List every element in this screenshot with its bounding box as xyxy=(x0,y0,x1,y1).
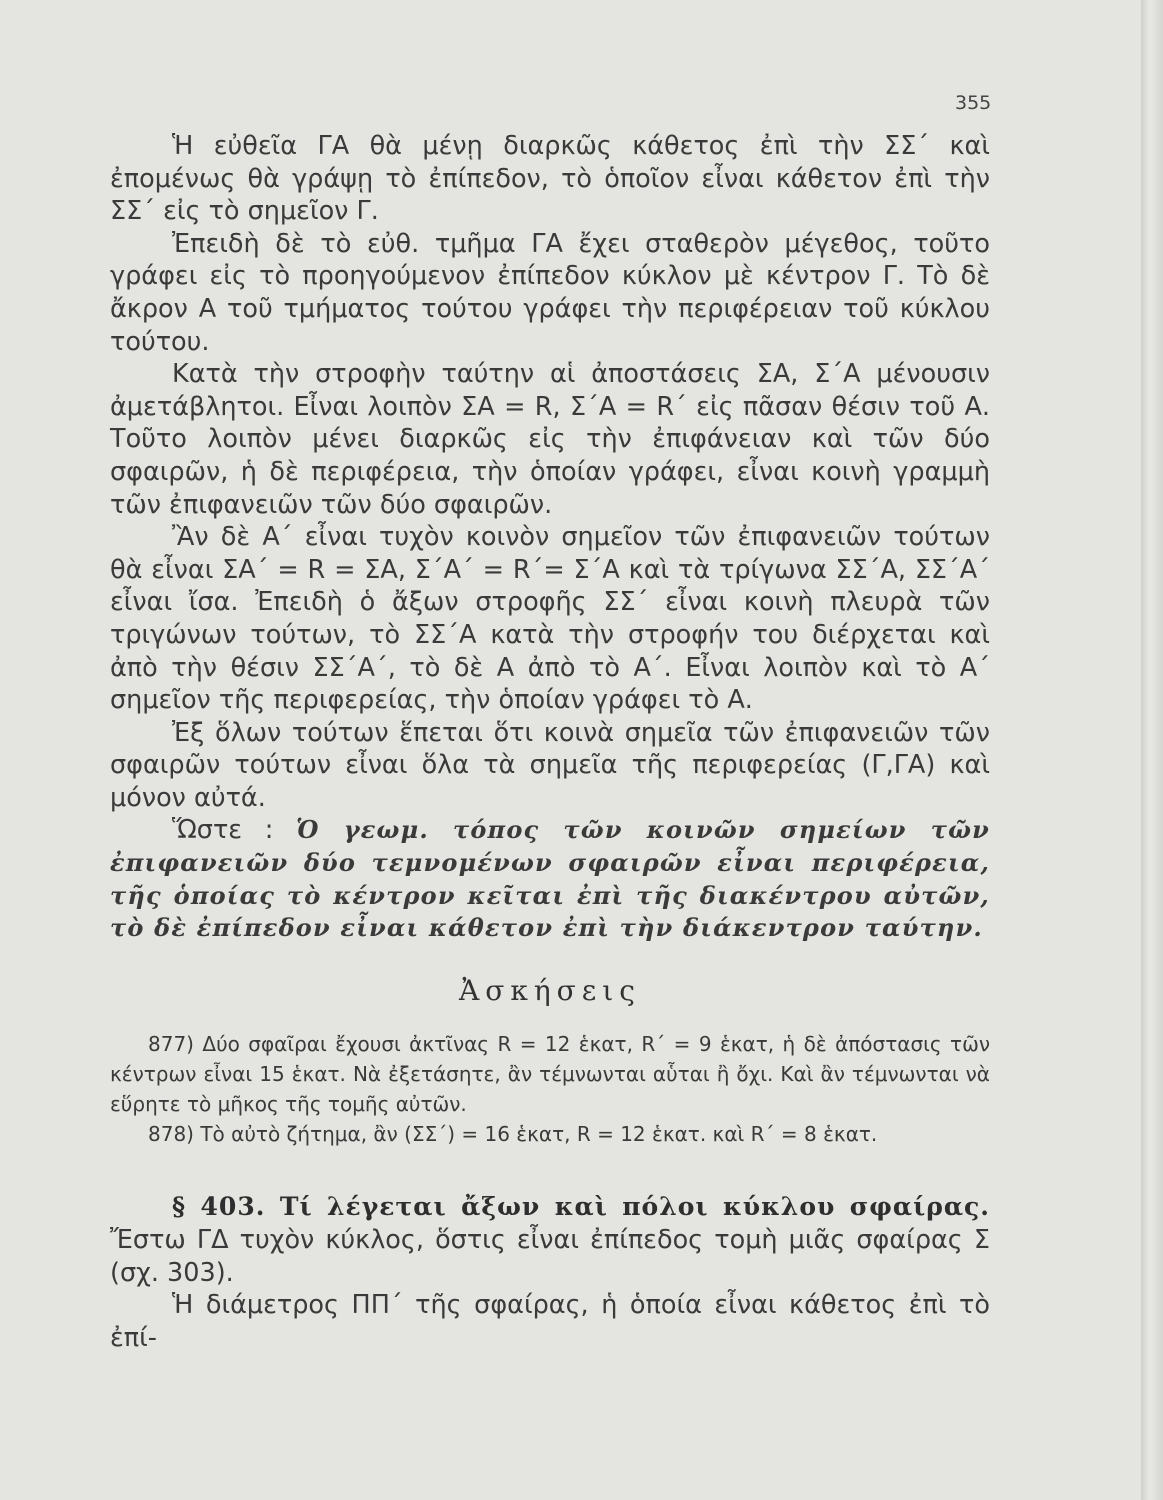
section-paragraph: Ἡ διάμετρος ΠΠ΄ τῆς σφαίρας, ἡ ὁποία εἶναι κάθετος ἐπὶ τὸ ἐπί- xyxy=(110,1290,990,1353)
theorem-statement: Ὁ γεωμ. τόπος τῶν κοινῶν σημείων τῶν ἐπιφανειῶν δύο τεμνομένων σφαιρῶν εἶναι περιφέρεια, τῆς ὁποίας τὸ κέντρον κεῖται ἐπὶ τῆς διακέντρου αὐτῶν, τὸ δὲ ἐπίπεδον εἶναι κάθετον ἐπὶ τὴν διάκεντρον ταύτην. xyxy=(110,815,990,943)
paragraph-3: Κατὰ τὴν στροφὴν ταύτην αἱ ἀποστάσεις ΣΑ, Σ΄Α μένουσιν ἀμετάβλητοι. Εἶναι λοιπὸν ΣΑ = R, Σ΄Α = R΄ εἰς πᾶσαν θέσιν τοῦ Α. Τοῦτο λοιπὸν μένει διαρκῶς εἰς τὴν ἐπιφάνειαν καὶ τῶν δύο σφαιρῶν, ἡ δὲ περιφέρεια, τὴν ὁποίαν γράφει, εἶναι κοινὴ γραμμὴ τῶν ἐπιφανειῶν τῶν δύο σφαιρῶν. xyxy=(110,359,990,520)
paragraph-4: Ἂν δὲ Α΄ εἶναι τυχὸν κοινὸν σημεῖον τῶν ἐπιφανειῶν τούτων θὰ εἶναι ΣΑ΄ = R = ΣΑ, Σ΄Α΄ = R΄= Σ΄Α καὶ τὰ τρίγωνα ΣΣ΄Α, ΣΣ΄Α΄ εἶναι ἴσα. Ἐπειδὴ ὁ ἄξων στροφῆς ΣΣ΄ εἶναι κοινὴ πλευρὰ τῶν τριγώνων τούτων, τὸ ΣΣ΄Α κατὰ τὴν στροφήν του διέρχεται καὶ ἀπὸ τὴν θέσιν ΣΣ΄Α΄, τὸ δὲ Α ἀπὸ τὸ Α΄. Εἶναι λοιπὸν καὶ τὸ Α΄ σημεῖον τῆς περιφερείας, τὴν ὁποίαν γράφει τὸ Α. xyxy=(110,522,990,716)
section-403 xyxy=(110,1191,990,1289)
exercise-877: 877) Δύο σφαῖραι ἔχουσι ἀκτῖνας R = 12 ἑκατ, R΄ = 9 ἑκατ, ἡ δὲ ἀπόστασις τῶν κέντρων εἶναι 15 ἑκατ. Νὰ ἐξετάσητε, ἂν τέμνωνται αὗται ἢ ὄχι. Καὶ ἂν τέμνωνται νὰ εὕρητε τὸ μῆκος τῆς τομῆς αὐτῶν. xyxy=(110,1032,990,1117)
theorem-paragraph xyxy=(110,814,990,944)
paragraph-2: Ἐπειδὴ δὲ τὸ εὐθ. τμῆμα ΓΑ ἔχει σταθερὸν μέγεθος, τοῦτο γράφει εἰς τὸ προηγούμενον ἐπίπεδον κύκλον μὲ κέντρον Γ. Τὸ δὲ ἄκρον Α τοῦ τμήματος τούτου γράφει τὴν περιφέρειαν τοῦ κύκλου τούτου. xyxy=(110,228,990,357)
section-intro: Ἔστω ΓΔ τυχὸν κύκλος, ὅστις εἶναι ἐπίπεδος τομὴ μιᾶς σφαίρας Σ (σχ. 303). xyxy=(110,1225,990,1288)
page-number: 355 xyxy=(955,92,992,114)
paragraph-1: Ἡ εὐθεῖα ΓΑ θὰ μένῃ διαρκῶς κάθετος ἐπὶ τὴν ΣΣ΄ καὶ ἐπομένως θὰ γράψῃ τὸ ἐπίπεδον, τὸ ὁποῖον εἶναι κάθετον ἐπὶ τὴν ΣΣ΄ εἰς τὸ σημεῖον Γ. xyxy=(110,131,990,227)
exercises-heading: Ἀσκήσεις xyxy=(459,973,641,1007)
exercise-878: 878) Τὸ αὐτὸ ζήτημα, ἂν (ΣΣ΄) = 16 ἑκατ, R = 12 ἑκατ. καὶ R΄ = 8 ἑκατ. xyxy=(148,1122,878,1147)
theorem-lead: Ὥστε : xyxy=(172,815,274,846)
section-title: § 403. Τί λέγεται ἄξων καὶ πόλοι κύκλου σφαίρας. xyxy=(172,1192,990,1222)
paragraph-5: Ἐξ ὅλων τούτων ἕπεται ὅτι κοινὰ σημεῖα τῶν ἐπιφανειῶν τῶν σφαιρῶν τούτων εἶναι ὅλα τὰ σημεῖα τῆς περιφερείας (Γ,ΓΑ) καὶ μόνον αὐτά. xyxy=(110,717,990,813)
body-text xyxy=(110,130,990,1354)
page-spine-shadow xyxy=(1141,0,1163,1500)
